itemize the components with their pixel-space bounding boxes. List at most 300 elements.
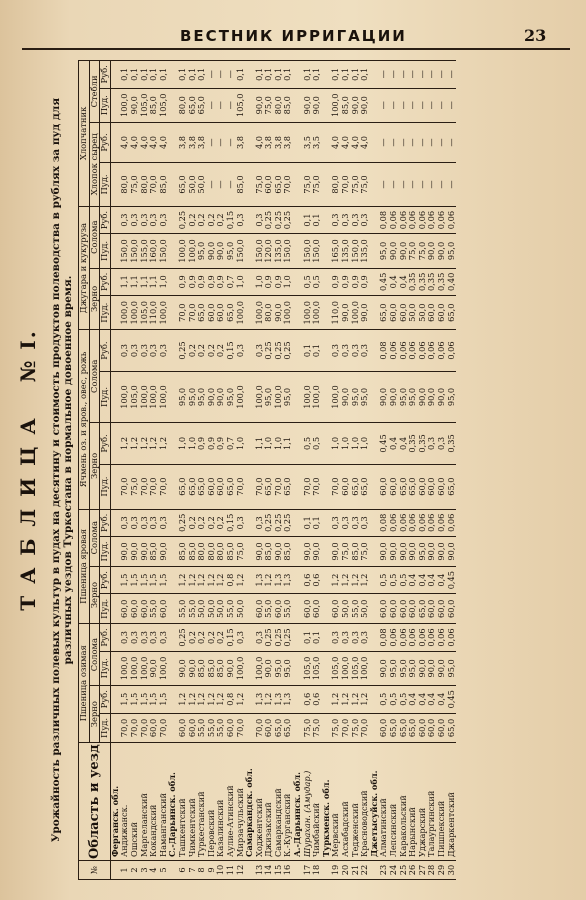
cell-value: 0,25 [283,509,293,537]
cell-value: 0,25 [264,624,274,652]
cell-value: 0,3 [149,206,159,234]
cell-value: 90,0 [437,651,447,685]
cell-value: 95,0 [178,371,188,422]
cell-value: 1,5 [149,566,159,594]
cell-value: 65,0 [399,713,409,743]
cell-value: 0,3 [120,206,130,234]
cell-value: 0,2 [188,624,198,652]
cell-value: 90,0 [399,537,409,567]
cell-value: 85,0 [264,537,274,567]
cell-value: 90,0 [408,537,418,567]
cell-value: 60,0 [437,713,447,743]
cell-value: 100,0 [351,296,361,330]
cell-value: 0,9 [274,268,284,296]
cell-value: 75,0 [264,88,274,122]
cell-value: 0,9 [178,268,188,296]
cell-value: 0,1 [341,61,351,89]
cell-value: 0,3 [149,624,159,652]
cell-value: 50,0 [197,163,207,207]
header-group: Пшеница озимая [79,624,90,743]
cell-value: 75,0 [303,713,313,743]
header-subgroup: Хлопок сырец [89,122,100,206]
cell-value: 90,0 [216,234,226,268]
cell-value: 65,0 [360,464,370,509]
cell-value: 90,0 [399,234,409,268]
row-number: 7 [188,861,198,880]
cell-value: 50,0 [236,594,246,624]
table-row [283,61,293,880]
cell-value: 0,06 [437,330,447,371]
cell-value: 1,1 [149,268,159,296]
cell-value: 105,0 [140,296,150,330]
cell-value: 3,8 [274,122,284,162]
cell-value: 0,9 [341,268,351,296]
cell-value: 1,0 [331,423,341,464]
cell-value: 1,2 [159,423,169,464]
cell-value: 75,0 [418,234,428,268]
cell-value: 80,0 [331,163,341,207]
cell-value: 0,06 [389,330,399,371]
cell-value: 0,25 [283,206,293,234]
cell-value: — [437,122,447,162]
cell-value: 3,8 [197,122,207,162]
header-rub: Руб. [100,330,111,371]
cell-value: 135,0 [274,234,284,268]
cell-value: 1,2 [264,566,274,594]
cell-value: 95,0 [197,371,207,422]
cell-value: 0,3 [120,624,130,652]
row-region: Лепсинский [389,743,399,861]
cell-value: 0,06 [389,624,399,652]
cell-value: 100,0 [120,296,130,330]
cell-value: 70,0 [341,713,351,743]
cell-value: 0,3 [236,509,246,537]
cell-value: 0,06 [427,330,437,371]
cell-value: 90,0 [130,88,140,122]
cell-value: 65,0 [264,464,274,509]
row-number: 6 [178,861,188,880]
cell-value: 0,1 [274,61,284,89]
cell-value: — [226,88,236,122]
cell-value: 0,1 [264,61,274,89]
cell-value: 70,0 [159,713,169,743]
cell-value: 1,2 [331,686,341,714]
cell-value: 90,0 [447,537,457,567]
cell-value: — [379,122,389,162]
cell-value: 100,0 [312,296,322,330]
cell-value: 75,0 [360,537,370,567]
cell-value: 0,25 [178,206,188,234]
cell-value: 0,06 [408,330,418,371]
cell-value: 65,0 [399,464,409,509]
cell-value: 1,0 [255,268,265,296]
cell-value: 100,0 [236,296,246,330]
cell-value: 0,3 [331,206,341,234]
cell-value: 60,0 [408,594,418,624]
cell-value: 100,0 [331,371,341,422]
cell-value: 0,1 [360,61,370,89]
cell-value: 0,6 [303,686,313,714]
cell-value: 0,15 [226,330,236,371]
cell-value: 0,3 [255,509,265,537]
cell-value: 70,0 [331,464,341,509]
cell-value: 1,5 [130,566,140,594]
row-number: 16 [283,861,293,880]
cell-value: 100,0 [360,651,370,685]
cell-value: 0,3 [236,206,246,234]
cell-value: 0,25 [264,206,274,234]
cell-value: 95,0 [283,651,293,685]
cell-value: 100,0 [188,234,198,268]
cell-value: — [437,88,447,122]
row-number: 9 [207,861,217,880]
cell-value: 0,1 [120,61,130,89]
cell-value: 70,0 [283,163,293,207]
cell-value: 0,3 [255,330,265,371]
header-subgroup: Солома [89,206,100,268]
cell-value: 1,2 [140,423,150,464]
cell-value: 0,3 [130,206,140,234]
cell-value: 160,0 [149,234,159,268]
cell-value: 60,0 [188,713,198,743]
cell-value: 90,0 [188,651,198,685]
cell-value: 0,5 [389,566,399,594]
table-caption: Урожайность различных полевых культур в пудах на десятину и стоимость продуктов полеводства в рублях за пуд для различных уездов Туркестана в нормальное довоенное время. [50,97,74,843]
cell-value: 0,1 [312,509,322,537]
cell-value: 0,2 [216,206,226,234]
cell-value: 60,0 [178,713,188,743]
cell-value: 100,0 [140,371,150,422]
cell-value: 0,25 [178,624,188,652]
cell-value: 85,0 [207,651,217,685]
cell-value: 65,0 [178,464,188,509]
cell-value: 90,0 [120,537,130,567]
cell-value: 1,1 [120,268,130,296]
header-rub: Руб. [100,423,111,464]
row-number: 17 [303,861,313,880]
cell-value: 0,06 [418,206,428,234]
cell-value: 0,4 [408,686,418,714]
cell-value: — [389,88,399,122]
cell-value: 60,0 [427,296,437,330]
cell-value: 0,5 [303,268,313,296]
cell-value: 0,3 [341,206,351,234]
cell-value: 0,1 [188,61,198,89]
row-number: 10 [216,861,226,880]
cell-value: 60,0 [437,296,447,330]
cell-value: 150,0 [303,234,313,268]
cell-value: 100,0 [140,651,150,685]
cell-value: 0,3 [360,624,370,652]
cell-value: 90,0 [360,88,370,122]
row-region: Уджарский [418,743,428,861]
cell-value: 155,0 [140,234,150,268]
cell-value: 4,0 [351,122,361,162]
row-region: К.-Курганский [283,743,293,861]
cell-value: 60,0 [447,594,457,624]
cell-value: 0,4 [399,423,409,464]
cell-value: 0,3 [140,206,150,234]
cell-value: 100,0 [130,651,140,685]
cell-value: 95,0 [360,371,370,422]
cell-value: 0,3 [159,624,169,652]
cell-value: — [226,163,236,207]
cell-value: 0,35 [418,423,428,464]
cell-value: 0,06 [389,206,399,234]
cell-value: 80,0 [140,163,150,207]
cell-value: 55,0 [149,594,159,624]
cell-value: — [418,163,428,207]
cell-value: 75,0 [351,163,361,207]
cell-value: 0,6 [312,686,322,714]
header-region: Область и уезд [79,743,111,861]
header-rub: Руб. [100,566,111,594]
cell-value: 75,0 [130,464,140,509]
table-title-word: ТАБЛИЦА [16,406,40,611]
cell-value: 150,0 [159,234,169,268]
cell-value: 0,4 [427,686,437,714]
cell-value: 1,0 [236,268,246,296]
row-region: Алматинский [379,743,389,861]
cell-value: — [216,88,226,122]
cell-value: 150,0 [351,234,361,268]
cell-value: — [379,61,389,89]
cell-value: 65,0 [283,713,293,743]
cell-value: 0,35 [418,268,428,296]
cell-value: 65,0 [197,296,207,330]
cell-value: 0,4 [437,686,447,714]
cell-value: 75,0 [360,163,370,207]
cell-value: 0,4 [389,423,399,464]
cell-value: 100,0 [149,371,159,422]
cell-value: — [408,122,418,162]
cell-value: 1,2 [178,686,188,714]
row-number: 14 [264,861,274,880]
cell-value: 0,35 [408,268,418,296]
cell-value: 0,1 [283,61,293,89]
cell-value: 0,3 [236,330,246,371]
cell-value: 0,06 [418,624,428,652]
cell-value: 1,0 [351,423,361,464]
cell-value: 100,0 [255,651,265,685]
cell-value: 0,3 [437,423,447,464]
cell-value: 100,0 [236,371,246,422]
cell-value: 1,2 [236,566,246,594]
cell-value: 0,9 [207,423,217,464]
cell-value: — [447,163,457,207]
cell-value: 100,0 [178,234,188,268]
cell-value: 65,0 [351,464,361,509]
row-number: 3 [140,861,150,880]
cell-value: 1,2 [216,566,226,594]
cell-value: 90,0 [379,371,389,422]
cell-value: 1,3 [283,686,293,714]
cell-value: 100,0 [159,371,169,422]
cell-value: 0,4 [427,566,437,594]
cell-value: 90,0 [255,537,265,567]
cell-value: 0,25 [274,330,284,371]
row-region: Шурахан. (Амудар.) [303,743,313,861]
cell-value: — [408,61,418,89]
rotated-table-block [14,60,570,880]
cell-value: 4,0 [360,122,370,162]
cell-value: 0,5 [312,268,322,296]
cell-value: 60,0 [331,594,341,624]
table-row [159,61,169,880]
row-number: 18 [312,861,322,880]
cell-value: 75,0 [351,713,361,743]
header-rub: Руб. [100,268,111,296]
cell-value: 1,2 [341,566,351,594]
cell-value: 95,0 [447,651,457,685]
cell-value: 60,0 [427,594,437,624]
cell-value: 0,3 [130,624,140,652]
cell-value: 70,0 [360,713,370,743]
cell-value: 85,0 [149,537,159,567]
cell-value: 90,0 [207,234,217,268]
cell-value: 4,0 [130,122,140,162]
cell-value: 85,0 [226,537,236,567]
cell-value: 90,0 [207,371,217,422]
cell-value: 95,0 [188,371,198,422]
cell-value: 0,1 [130,61,140,89]
row-number: 12 [236,861,246,880]
cell-value: 60,0 [159,594,169,624]
cell-value: 3,8 [264,122,274,162]
cell-value: — [216,61,226,89]
cell-value: 70,0 [140,464,150,509]
cell-value: 0,1 [149,61,159,89]
cell-value: 0,06 [427,509,437,537]
cell-value: 1,3 [274,566,284,594]
cell-value: 0,4 [418,686,428,714]
cell-value: 120,0 [264,234,274,268]
row-region: Ташкентский [178,743,188,861]
cell-value: — [447,61,457,89]
cell-value: 60,0 [130,594,140,624]
cell-value: 100,0 [159,296,169,330]
cell-value: 65,0 [197,88,207,122]
cell-value: 90,0 [389,371,399,422]
cell-value: 85,0 [216,651,226,685]
cell-value: 60,0 [216,464,226,509]
cell-value: — [207,122,217,162]
cell-value: 3,8 [283,122,293,162]
cell-value: 85,0 [197,651,207,685]
cell-value: 1,2 [216,686,226,714]
row-region: Каракольский [399,743,409,861]
cell-value: 70,0 [140,713,150,743]
cell-value: 0,3 [120,509,130,537]
cell-value: 90,0 [303,537,313,567]
cell-value: 60,0 [427,464,437,509]
cell-value: 0,25 [178,509,188,537]
cell-value: 4,0 [159,122,169,162]
cell-value: 0,08 [379,330,389,371]
cell-value: 70,0 [130,713,140,743]
cell-value: 3,8 [236,122,246,162]
cell-value: 0,2 [207,509,217,537]
cell-value: 60,0 [255,594,265,624]
row-region: А.-Дарьинск. обл. [293,743,303,861]
cell-value: 1,2 [188,566,198,594]
cell-value: 100,0 [255,371,265,422]
cell-value: 100,0 [331,88,341,122]
row-region: Ферганск. обл. [110,743,120,861]
cell-value: 0,25 [283,624,293,652]
header-subgroup: Солома [89,330,100,423]
cell-value: 0,9 [197,423,207,464]
cell-value: 100,0 [312,371,322,422]
header-subgroup: Солома [89,624,100,686]
cell-value: 60,0 [140,594,150,624]
cell-value: 85,0 [188,537,198,567]
cell-value: — [408,163,418,207]
header-subgroup: Зерно [89,686,100,743]
cell-value: — [379,163,389,207]
cell-value: 1,5 [120,566,130,594]
cell-value: 70,0 [178,296,188,330]
cell-value: 0,1 [351,61,361,89]
cell-value: 60,0 [226,713,236,743]
row-number: 2 [130,861,140,880]
cell-value: 100,0 [255,296,265,330]
header-subgroup: Зерно [89,423,100,509]
cell-value: 0,9 [331,268,341,296]
cell-value: 65,0 [188,464,198,509]
cell-value: 85,0 [236,163,246,207]
cell-value: 0,06 [418,509,428,537]
cell-value: — [226,61,236,89]
cell-value: 0,1 [197,61,207,89]
row-region: Ходжентский [255,743,265,861]
header-pud: Пуд. [100,594,111,624]
cell-value: 90,0 [255,88,265,122]
cell-value: — [389,163,399,207]
cell-value: 0,3 [159,206,169,234]
cell-value: 75,0 [303,163,313,207]
header-pud: Пуд. [100,234,111,268]
cell-value: 1,0 [360,423,370,464]
cell-value: — [427,163,437,207]
cell-value: 0,06 [447,509,457,537]
cell-value: 75,0 [331,713,341,743]
cell-value: 0,3 [351,330,361,371]
cell-value: 90,0 [331,537,341,567]
table-row [360,61,370,880]
header-pud: Пуд. [100,163,111,207]
cell-value: 0,3 [236,624,246,652]
cell-value: 0,06 [437,509,447,537]
cell-value: — [399,61,409,89]
row-number: 28 [427,861,437,880]
cell-value: 0,08 [379,509,389,537]
cell-value: 0,25 [264,330,274,371]
cell-value: 0,1 [140,61,150,89]
cell-value: 70,0 [255,713,265,743]
cell-value: 1,2 [178,566,188,594]
cell-value: 90,0 [312,88,322,122]
cell-value: 65,0 [379,296,389,330]
cell-value: — [207,61,217,89]
cell-value: 60,0 [207,464,217,509]
header-pud: Пуд. [100,296,111,330]
cell-value: 60,0 [418,713,428,743]
cell-value: 50,0 [360,594,370,624]
cell-value: 0,06 [399,509,409,537]
cell-value: 90,0 [418,651,428,685]
cell-value: 90,0 [379,537,389,567]
